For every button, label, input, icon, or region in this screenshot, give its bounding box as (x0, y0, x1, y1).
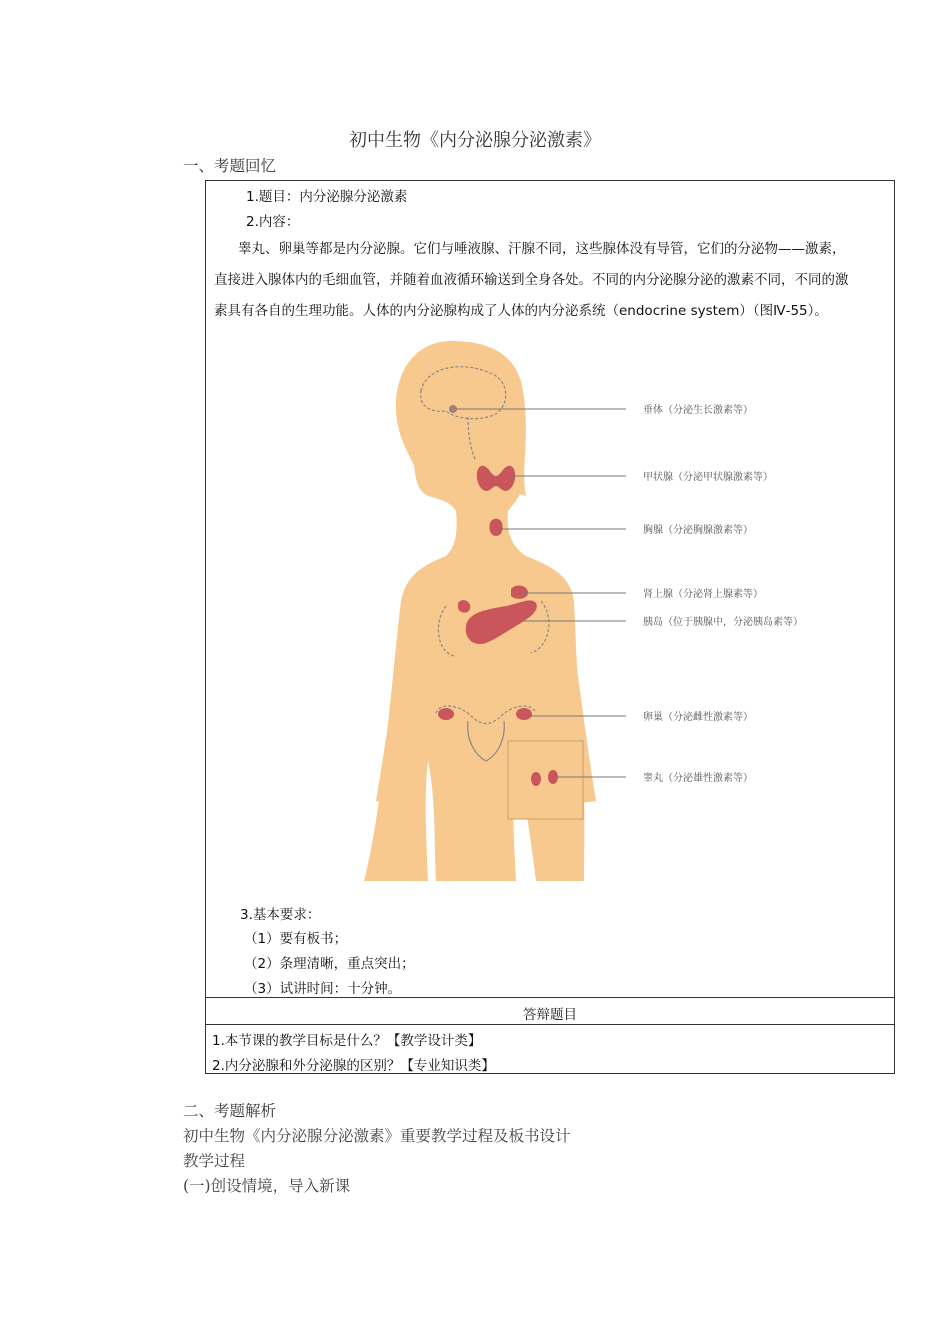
body-text-line: 初中生物《内分泌腺分泌激素》重要教学过程及板书设计 (183, 1127, 571, 1145)
label-pituitary: 垂体（分泌生长激素等） (643, 405, 753, 416)
document-title: 初中生物《内分泌腺分泌激素》 (349, 130, 601, 151)
content-paragraph-line: 睾丸、卵巢等都是内分泌腺。它们与唾液腺、汗腺不同，这些腺体没有导管，它们的分泌物——激素， (238, 241, 846, 257)
label-ovary: 卵巢（分泌雌性激素等） (643, 712, 753, 723)
pituitary-gland-icon (449, 405, 457, 413)
section-heading-exam-analysis: 二、考题解析 (183, 1102, 277, 1120)
ovary-left-icon (438, 708, 454, 720)
section-heading-exam-recall: 一、考题回忆 (183, 157, 277, 175)
body-text-line: (一)创设情境，导入新课 (183, 1177, 351, 1195)
content-paragraph-line: 直接进入腺体内的毛细血管，并随着血液循环输送到全身各处。不同的内分泌腺分泌的激素不同，不同的激 (214, 272, 849, 288)
body-text-line: 教学过程 (183, 1152, 246, 1170)
requirement-item: （1）要有板书； (244, 931, 348, 947)
content-paragraph-line: 素具有各自的生理功能。人体的内分泌腺构成了人体的内分泌系统（endocrine system）（图Ⅳ-55）。 (214, 303, 828, 319)
question-content-label: 2.内容： (246, 214, 300, 230)
requirements-title: 3.基本要求： (240, 907, 321, 923)
thymus-gland-icon (489, 519, 502, 536)
defense-question: 1.本节课的教学目标是什么？【教学设计类】 (212, 1033, 482, 1049)
ovary-right-icon (516, 708, 532, 720)
table-divider (206, 1024, 894, 1025)
table-divider (206, 997, 894, 998)
endocrine-system-diagram (206, 321, 894, 901)
requirement-item: （2）条理清晰，重点突出； (244, 956, 415, 972)
label-thymus: 胸腺（分泌胸腺激素等） (643, 525, 753, 536)
testes-inset-frame (508, 741, 583, 819)
defense-question: 2.内分泌腺和外分泌腺的区别？【专业知识类】 (212, 1058, 495, 1074)
label-testis: 睾丸（分泌雄性激素等） (643, 773, 753, 784)
question-topic: 1.题目：内分泌腺分泌激素 (246, 189, 408, 205)
question-box (205, 180, 895, 1074)
requirement-item: （3）试讲时间：十分钟。 (244, 981, 402, 997)
testis-left-icon (531, 772, 541, 786)
defense-questions-title: 答辩题目 (523, 1007, 577, 1023)
label-thyroid: 甲状腺（分泌甲状腺激素等） (643, 472, 773, 483)
label-pancreatic-islets: 胰岛（位于胰腺中，分泌胰岛素等） (643, 617, 803, 628)
label-adrenal: 肾上腺（分泌肾上腺素等） (643, 589, 763, 600)
